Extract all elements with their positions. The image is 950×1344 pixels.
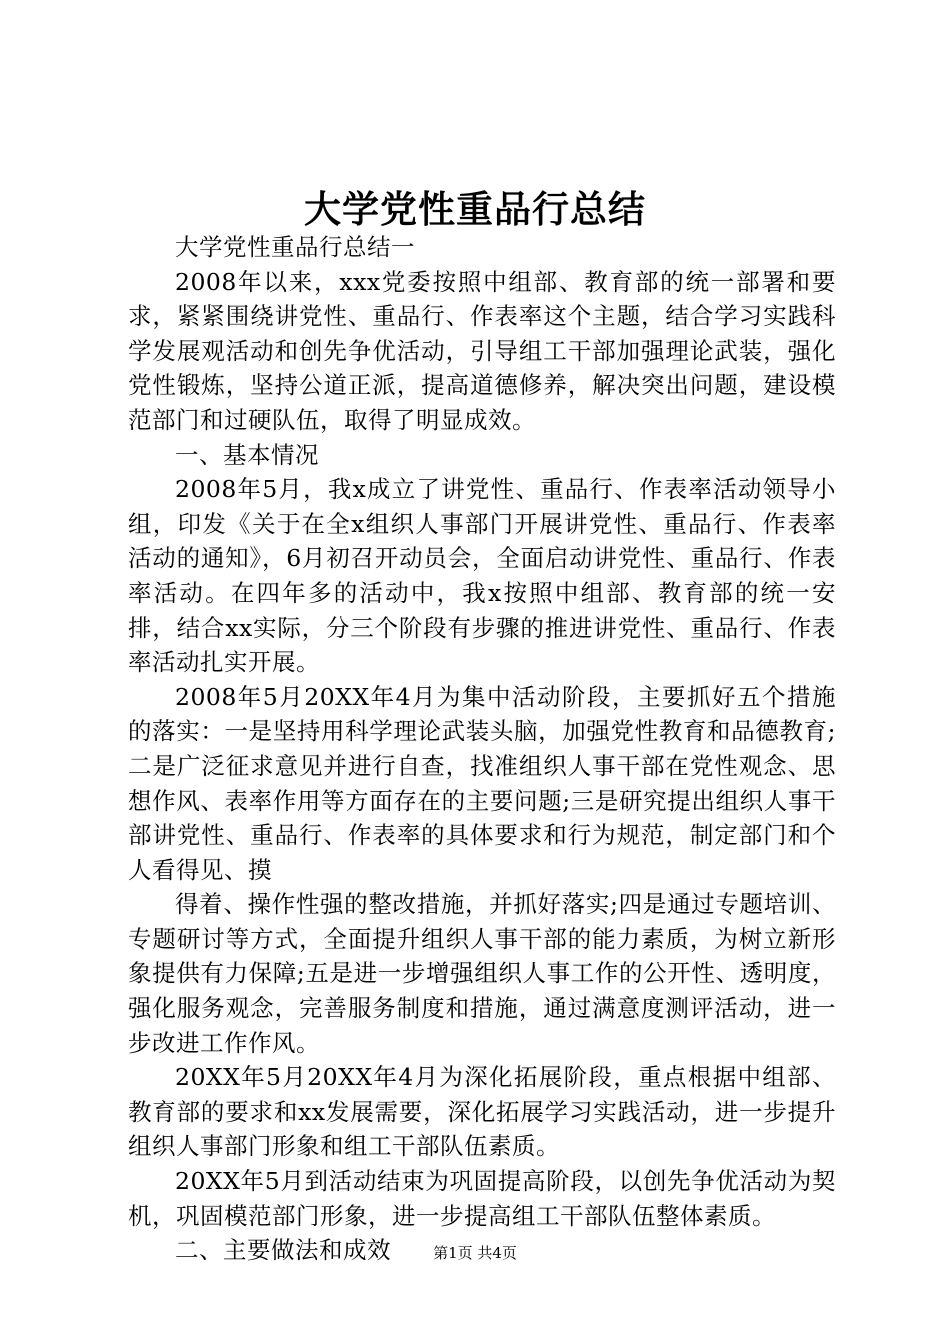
section-heading-practices: 二、主要做法和成效 xyxy=(175,1236,391,1265)
document-title: 大学党性重品行总结 xyxy=(304,187,646,231)
paragraph-stage-one-continued: 得着、操作性强的整改措施，并抓好落实;四是通过专题培训、专题研讨等方式，全面提升组织人事干部的能力素质，为树立新形象提供有力保障;五是进一步增强组织人事工作的公开性、透明度，强化服务观念，完善服务制度和措施，通过满意度测评活动，进一步改进工作作风。 xyxy=(128,890,836,1057)
paragraph-stage-two: 20XX年5月20XX年4月为深化拓展阶段，重点根据中组部、教育部的要求和xx发展需要，深化拓展学习实践活动，进一步提升组织人事部门形象和组工干部队伍素质。 xyxy=(128,1063,836,1161)
paragraph-subtitle: 大学党性重品行总结一 xyxy=(175,233,415,261)
paragraph-intro: 2008年以来，xxx党委按照中组部、教育部的统一部署和要求，紧紧围绕讲党性、重品行、作表率这个主题，结合学习实践科学发展观活动和创先争优活动，引导组工干部加强理论武装，强化党性锻炼，坚持公道正派，提高道德修养，解决突出问题，建设模范部门和过硬队伍，取得了明显成效。 xyxy=(128,267,836,434)
document-body xyxy=(128,230,836,1268)
paragraph-stage-three: 20XX年5月到活动结束为巩固提高阶段，以创先争优活动为契机，巩固模范部门形象，进一步提高组工干部队伍整体素质。 xyxy=(128,1167,836,1230)
paragraph-stage-one: 2008年5月20XX年4月为集中活动阶段，主要抓好五个措施的落实：一是坚持用科学理论武装头脑，加强党性教育和品德教育;二是广泛征求意见并进行自查，找准组织人事干部在党性观念、思想作风、表率作用等方面存在的主要问题;三是研究提出组织人事干部讲党性、重品行、作表率的具体要求和行为规范，制定部门和个人看得见、摸 xyxy=(128,682,836,884)
page-footer: 第1页 共4页 xyxy=(433,1244,517,1262)
section-heading-basic: 一、基本情况 xyxy=(175,440,319,469)
paragraph-basic-situation: 2008年5月，我x成立了讲党性、重品行、作表率活动领导小组，印发《关于在全x组织人事部门开展讲党性、重品行、作表率活动的通知》，6月初召开动员会，全面启动讲党性、重品行、作表率活动。在四年多的活动中，我x按照中组部、教育部的统一安排，结合xx实际，分三个阶段有步骤的推进讲党性、重品行、作表率活动扎实开展。 xyxy=(128,475,836,677)
